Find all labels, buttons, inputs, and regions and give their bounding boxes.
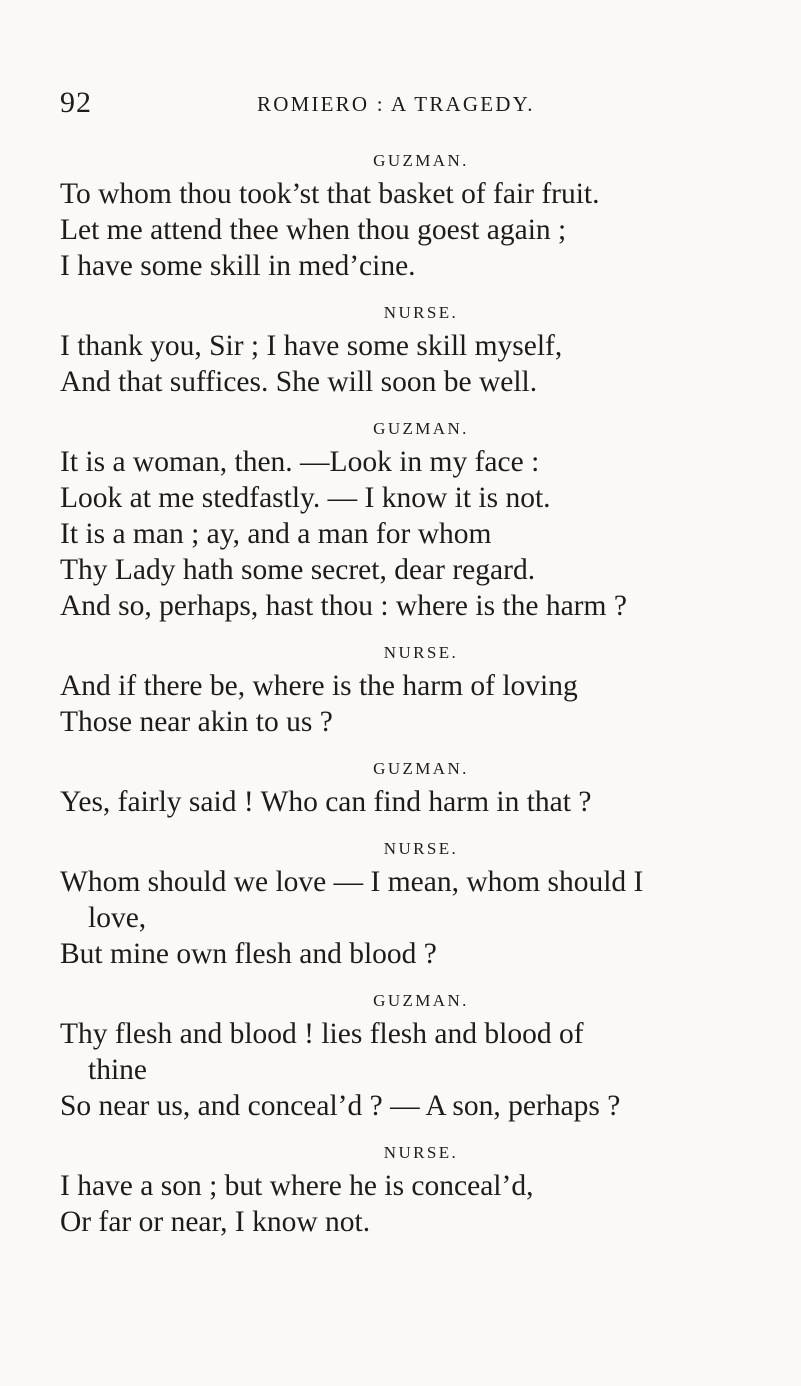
- verse-line: So near us, and conceal’d ? — A son, perhaps ?: [60, 1090, 621, 1122]
- verse-line: Look at me stedfastly. — I know it is not.: [60, 482, 551, 514]
- speech-block: [60, 638, 780, 740]
- verse-line: Yes, fairly said ! Who can find harm in that ?: [60, 786, 592, 818]
- speech-block: [60, 414, 780, 624]
- verse-line: I have some skill in med’cine.: [60, 250, 416, 282]
- verse-line: And that suffices. She will soon be well.: [60, 366, 538, 398]
- verse-line: It is a woman, then. —Look in my face :: [60, 446, 540, 478]
- speaker-name: GUZMAN.: [373, 419, 469, 438]
- running-head: [60, 86, 680, 126]
- speaker-name: GUZMAN.: [373, 759, 469, 778]
- speech-block: [60, 146, 780, 284]
- page-number: 92: [60, 86, 92, 119]
- verse-line: It is a man ; ay, and a man for whom: [60, 518, 492, 550]
- speech-block: [60, 986, 780, 1124]
- speaker-name: NURSE.: [383, 1143, 459, 1162]
- speech-block: [60, 754, 780, 820]
- speaker-name: NURSE.: [383, 839, 459, 858]
- speaker-name: GUZMAN.: [373, 151, 469, 170]
- verse-line: Thy flesh and blood ! lies flesh and blood of: [60, 1018, 584, 1050]
- verse-line: I have a son ; but where he is conceal’d,: [60, 1170, 534, 1202]
- verse-line: And so, perhaps, hast thou : where is the harm ?: [60, 590, 627, 622]
- verse-line: Or far or near, I know not.: [60, 1206, 371, 1238]
- verse-line-continuation: love,: [88, 902, 147, 934]
- speech-block: [60, 1138, 780, 1240]
- verse-line: Whom should we love — I mean, whom should I: [60, 866, 644, 898]
- verse-line: Those near akin to us ?: [60, 706, 333, 738]
- verse-line: I thank you, Sir ; I have some skill myself,: [60, 330, 563, 362]
- speaker-name: NURSE.: [383, 643, 459, 662]
- verse-line: Let me attend thee when thou goest again ;: [60, 214, 567, 246]
- speech-block: [60, 834, 780, 972]
- speaker-name: NURSE.: [383, 303, 459, 322]
- verse-line-continuation: thine: [88, 1054, 147, 1086]
- speech-block: [60, 298, 780, 400]
- verse-line: But mine own flesh and blood ?: [60, 938, 437, 970]
- verse-line: Thy Lady hath some secret, dear regard.: [60, 554, 536, 586]
- dialogue-text: [60, 146, 780, 1254]
- speaker-name: GUZMAN.: [373, 991, 469, 1010]
- running-title: ROMIERO : A TRAGEDY.: [257, 92, 535, 116]
- verse-line: And if there be, where is the harm of loving: [60, 670, 578, 702]
- verse-line: To whom thou took’st that basket of fair fruit.: [60, 178, 600, 210]
